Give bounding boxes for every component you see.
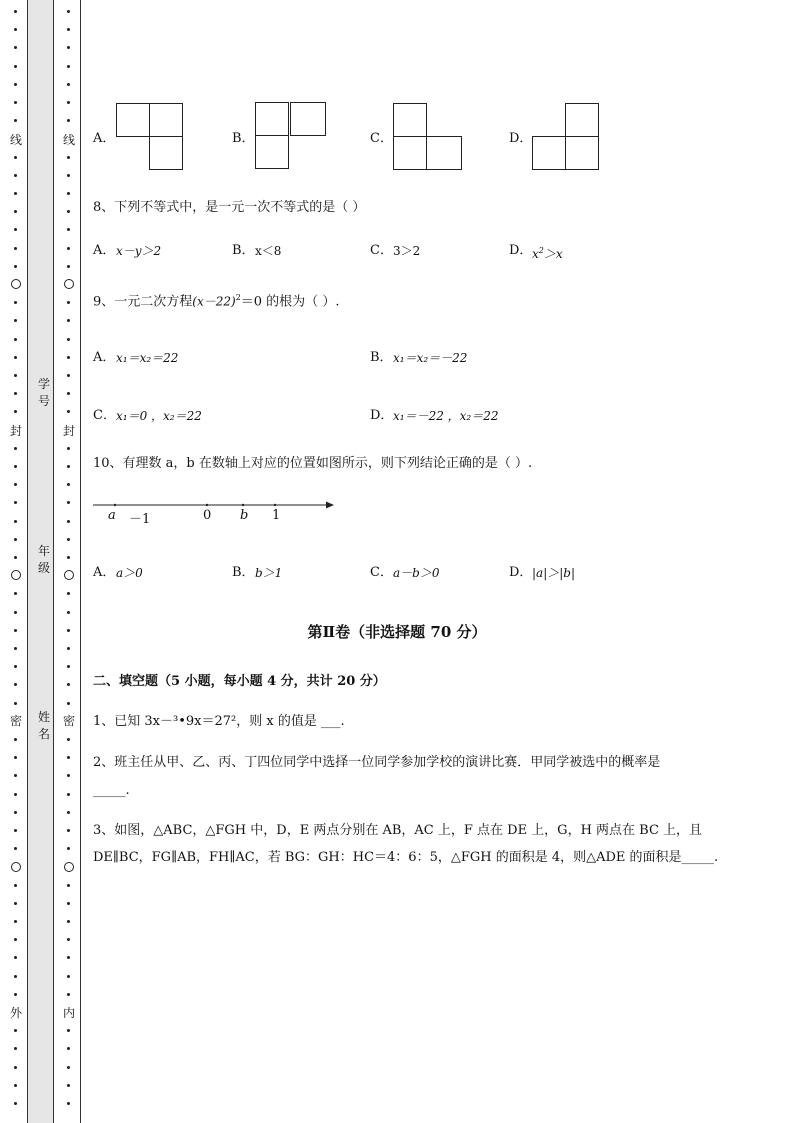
margin-dot [14, 774, 17, 777]
q9-option-c-label: C． [93, 408, 116, 423]
margin-dot [67, 647, 70, 650]
margin-dot [67, 756, 70, 759]
margin-dot [14, 301, 17, 304]
part-two-title: 第Ⅱ卷（非选择题 70 分） [307, 623, 487, 641]
margin-dot [14, 374, 17, 377]
number-line-label-one: 1 [272, 508, 281, 523]
margin-dot [67, 702, 70, 705]
fill-q3-line2: DE∥BC，FG∥AB，FH∥AC，若 BG：GH：HC＝4：6：5，△FGH 的面积是 4，则△ADE 的面积是_____. [93, 850, 719, 865]
margin-dot [14, 1102, 17, 1105]
inner-mark-line: 线 [62, 133, 75, 147]
margin-dot [14, 247, 17, 250]
margin-dot [14, 319, 17, 322]
margin-dot [67, 592, 70, 595]
q7-option-b-label: B． [232, 131, 255, 146]
q9-option-a-label: A． [93, 350, 116, 365]
margin-dot [14, 192, 17, 195]
margin-dot [14, 46, 17, 49]
margin-dot [14, 392, 17, 395]
margin-dot [67, 774, 70, 777]
inner-mark-secret: 密 [62, 714, 75, 728]
number-line-label-a: a [108, 508, 116, 523]
q10-option-b-label: B． [232, 565, 255, 580]
margin-dot [14, 83, 17, 86]
margin-dot [67, 1047, 70, 1050]
margin-dot [67, 956, 70, 959]
margin-dot [67, 920, 70, 923]
margin-dot [67, 611, 70, 614]
fill-q2-line1: 2、班主任从甲、乙、丙、丁四位同学中选择一位同学参加学校的演讲比赛．甲同学被选中的概率是 [93, 755, 661, 770]
margin-dot [67, 119, 70, 122]
margin-dot [67, 338, 70, 341]
number-line-label-zero: 0 [203, 508, 212, 523]
margin-dot [14, 410, 17, 413]
margin-dot [67, 902, 70, 905]
outer-mark-outside: 外 [9, 1006, 22, 1020]
margin-dot [67, 356, 70, 359]
margin-dot [67, 975, 70, 978]
margin-dot [67, 1066, 70, 1069]
margin-dot [14, 265, 17, 268]
margin-dot [14, 847, 17, 850]
margin-dot [67, 101, 70, 104]
q8-stem: 8、下列不等式中，是一元一次不等式的是（ ） [93, 200, 366, 215]
margin-dot [14, 338, 17, 341]
field-grade: 年级 [37, 544, 50, 575]
q7-option-c-label: C． [370, 131, 393, 146]
q10-option-b-text: b＞1 [255, 566, 283, 580]
q8-option-d-text: $x^2>x$ [532, 246, 563, 261]
field-name: 姓名 [37, 710, 50, 741]
margin-dot [67, 538, 70, 541]
q8-option-c-text: 3＞2 [393, 244, 421, 258]
margin-dot [67, 847, 70, 850]
margin-dot [14, 174, 17, 177]
margin-dot [14, 938, 17, 941]
margin-dot [14, 119, 17, 122]
q9-option-a-text: x₁＝x₂＝22 [116, 351, 179, 365]
outer-mark-seal: 封 [9, 424, 22, 438]
margin-dot [14, 647, 17, 650]
q9-option-c-text: x₁＝0 ，x₂＝22 [116, 409, 202, 423]
margin-dot [14, 228, 17, 231]
margin-dot [67, 174, 70, 177]
margin-dot [14, 993, 17, 996]
margin-dot [14, 483, 17, 486]
q10-option-c-label: C． [370, 565, 393, 580]
margin-dot [67, 938, 70, 941]
q10-option-c-text: a－b＞0 [393, 566, 440, 580]
margin-dot [14, 793, 17, 796]
fill-q3-line1: 3、如图，△ABC，△FGH 中，D，E 两点分别在 AB，AC 上，F 点在 DE 上，G，H 两点在 BC 上，且 [93, 823, 703, 838]
margin-dot [67, 993, 70, 996]
margin-dot [67, 392, 70, 395]
margin-dot [67, 265, 70, 268]
outer-circle-2 [11, 570, 21, 580]
q8-option-d-label: D． [509, 243, 533, 258]
margin-dot [14, 975, 17, 978]
margin-dot [67, 465, 70, 468]
margin-dot [14, 1084, 17, 1087]
inner-mark-inside: 内 [62, 1006, 75, 1020]
margin-dot [14, 210, 17, 213]
inner-circle-1 [64, 279, 74, 289]
margin-dot [14, 756, 17, 759]
margin-dot [67, 829, 70, 832]
margin-dot [67, 10, 70, 13]
margin-dot [14, 702, 17, 705]
q9-option-b-label: B． [370, 350, 393, 365]
margin-dot [14, 829, 17, 832]
margin-dot [67, 483, 70, 486]
margin-dot [67, 1029, 70, 1032]
q9-option-b-text: x₁＝x₂＝－22 [393, 351, 468, 365]
q10-option-d-text: |a|＞|b| [532, 566, 576, 580]
fill-q2-line2: _____. [93, 783, 130, 798]
margin-dot [14, 1047, 17, 1050]
margin-line-3 [80, 0, 81, 1123]
margin-dot [67, 28, 70, 31]
q8-option-a-label: A． [93, 243, 116, 258]
margin-dot [67, 156, 70, 159]
margin-dot [67, 665, 70, 668]
margin-dot [14, 902, 17, 905]
q7-option-a-label: A． [93, 131, 116, 146]
margin-dot [14, 920, 17, 923]
margin-dot [67, 811, 70, 814]
margin-dot [14, 447, 17, 450]
margin-dot [14, 10, 17, 13]
q10-option-d-label: D． [509, 565, 533, 580]
margin-dot [67, 247, 70, 250]
margin-dot [67, 46, 70, 49]
margin-dot [67, 83, 70, 86]
margin-dot [67, 1102, 70, 1105]
margin-dot [67, 556, 70, 559]
inner-circle-2 [64, 570, 74, 580]
outer-mark-secret: 密 [9, 714, 22, 728]
number-line-label-minus-one: －1 [129, 512, 151, 527]
section-two-heading: 二、填空题（5 小题，每小题 4 分，共计 20 分） [93, 674, 386, 689]
q8-option-b-label: B． [232, 243, 255, 258]
margin-dot [67, 683, 70, 686]
margin-dot [67, 884, 70, 887]
margin-dot [14, 520, 17, 523]
margin-dot [67, 447, 70, 450]
q7-option-d-label: D． [509, 131, 533, 146]
margin-dot [67, 192, 70, 195]
q8-option-c-label: C． [370, 243, 393, 258]
margin-dot [67, 374, 70, 377]
q10-stem: 10、有理数 a，b 在数轴上对应的位置如图所示，则下列结论正确的是（ ）. [93, 456, 533, 471]
margin-dot [14, 884, 17, 887]
margin-dot [14, 156, 17, 159]
number-line-axis [90, 496, 340, 510]
inner-mark-seal: 封 [62, 424, 75, 438]
margin-dot [67, 738, 70, 741]
margin-dot [14, 465, 17, 468]
q9-option-d-label: D． [370, 408, 394, 423]
margin-dot [14, 665, 17, 668]
margin-dot [14, 1029, 17, 1032]
margin-dot [14, 956, 17, 959]
q9-stem: 9、一元二次方程$(x-22)^2=0$ 的根为（ ）. [93, 293, 340, 310]
q10-option-a-text: a＞0 [116, 566, 143, 580]
q10-option-a-label: A． [93, 565, 116, 580]
q9-option-d-text: x₁＝－22 ，x₂＝22 [393, 409, 499, 423]
margin-dot [67, 301, 70, 304]
outer-circle-1 [11, 279, 21, 289]
margin-dot [67, 520, 70, 523]
margin-dot [14, 556, 17, 559]
margin-dot [14, 65, 17, 68]
margin-dot [14, 28, 17, 31]
margin-dot [14, 501, 17, 504]
margin-dot [14, 683, 17, 686]
margin-dot [14, 1066, 17, 1069]
margin-line-1 [27, 0, 28, 1123]
margin-dot [67, 1084, 70, 1087]
margin-dot [67, 65, 70, 68]
outer-circle-3 [11, 862, 21, 872]
margin-dot [67, 228, 70, 231]
margin-dot [14, 611, 17, 614]
number-line-label-b: b [240, 508, 249, 523]
margin-dot [67, 210, 70, 213]
field-student-number: 学号 [37, 377, 50, 408]
margin-dot [67, 793, 70, 796]
margin-dot [67, 410, 70, 413]
margin-dot [14, 101, 17, 104]
outer-mark-line: 线 [9, 133, 22, 147]
margin-dot [14, 356, 17, 359]
margin-dot [67, 501, 70, 504]
margin-line-2 [53, 0, 54, 1123]
margin-dot [14, 538, 17, 541]
inner-circle-3 [64, 862, 74, 872]
margin-dot [14, 811, 17, 814]
margin-dot [14, 592, 17, 595]
q8-option-a-text: x－y＞2 [116, 244, 162, 258]
margin-dot [14, 738, 17, 741]
q8-option-b-text: x＜8 [255, 244, 282, 258]
margin-dot [67, 319, 70, 322]
fill-q1: 1、已知 3x－³•9x＝27²，则 x 的值是 ___. [93, 714, 345, 729]
